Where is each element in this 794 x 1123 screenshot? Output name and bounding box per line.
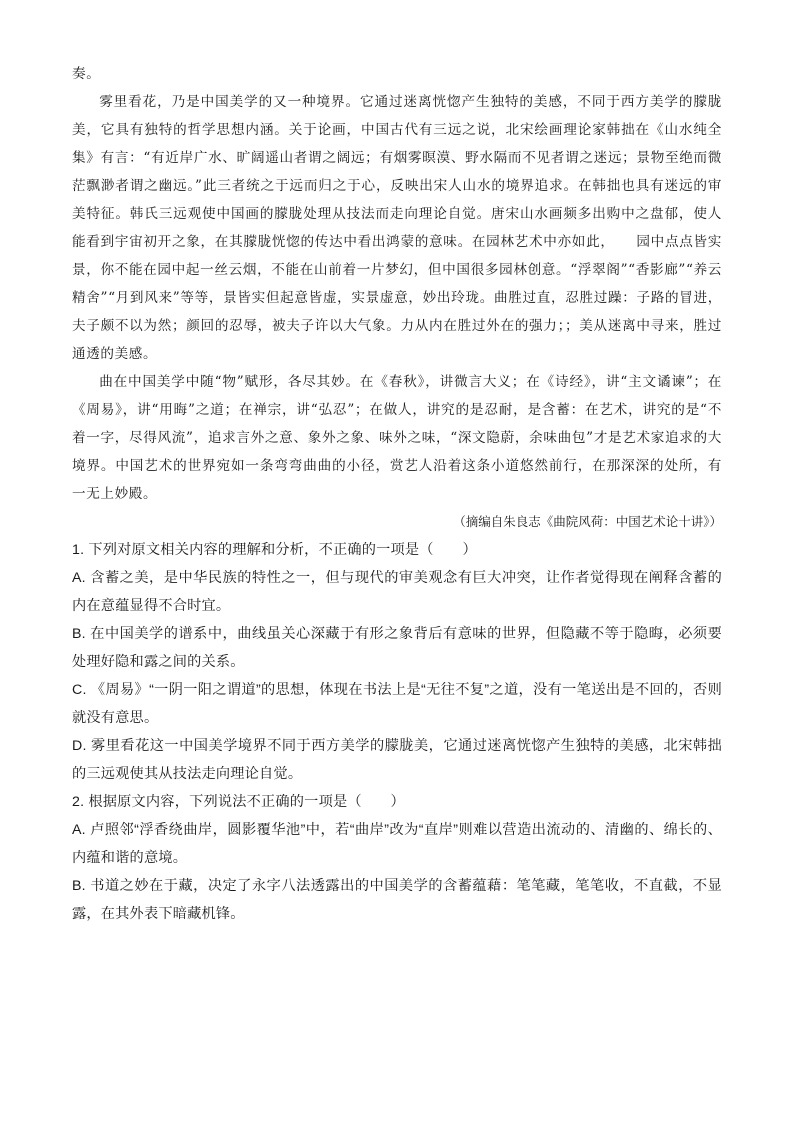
passage-paragraph-1: 雾里看花，乃是中国美学的又一种境界。它通过迷离恍惚产生独特的美感，不同于西方美学的朦胧美，它具有独特的哲学思想内涵。关于论画，中国古代有三远之说，北宋绘画理论家韩拙在《山水纯全集》有言：“有近岸广水、旷阔遥山者谓之阔远；有烟雾暝漠、野水隔而不见者谓之迷远；景物至绝而微茫飘渺者谓之幽远。”此三者统之于远而归之于心，反映出宋人山水的境界追求。在韩拙也具有迷远的审美特征。韩氏三远观使中国画的朦胧处理从技法而走向理论自觉。唐宋山水画频多出购中之盘郁，使人能看到宇宙初开之象，在其朦胧恍惚的传达中看出鸿蒙的意味。在园林艺术中亦如此， 园中点点皆实景，你不能在园中起一丝云烟，不能在山前着一片梦幻，但中国很多园林创意。“浮翠阁”“香影廊”“养云精舍”“月到风来”等等，景皆实但起意皆虚，实景虚意，妙出玲珑。曲胜过直，忍胜过躁：子路的冒进，夫子颇不以为然；颜回的忍辱，被夫子许以大气象。力从内在胜过外在的强力；；美从迷离中寻来，胜过通透的美感。 [72, 94, 722, 362]
option-a: A. 卢照邻“浮香绕曲岸，圆影覆华池”中，若“曲岸”改为“直岸”则难以营造出流动的、清幽的、绵长的、内蕴和谐的意境。 [72, 822, 722, 866]
question-stem: 1. 下列对原文相关内容的理解和分析，不正确的一项是（ ） [72, 542, 477, 558]
option-a: A. 含蓄之美，是中华民族的特性之一，但与现代的审美观念有巨大冲突，让作者觉得现在阐释含蓄的内在意蕴显得不合时宜。 [72, 570, 722, 614]
question-2 [72, 788, 722, 928]
document-page [72, 60, 722, 928]
option-c: C. 《周易》“一阴一阳之谓道”的思想，体现在书法上是“无往不复”之道，没有一笔送出是不回的，否则就没有意思。 [72, 682, 722, 726]
option-d: D. 雾里看花这一中国美学境界不同于西方美学的朦胧美，它通过迷离恍惚产生独特的美感，北宋韩拙的三远观使其从技法走向理论自觉。 [72, 738, 722, 782]
passage-source: （摘编自朱良志《曲院风荷：中国艺术论十讲》） [453, 514, 722, 529]
option-b: B. 在中国美学的谱系中，曲线虽关心深藏于有形之象背后有意味的世界，但隐藏不等于隐晦，必须要处理好隐和露之间的关系。 [72, 626, 722, 670]
question-stem: 2. 根据原文内容，下列说法不正确的一项是（ ） [72, 794, 405, 810]
option-b: B. 书道之妙在于藏，决定了永字八法透露出的中国美学的含蓄蕴藉：笔笔藏，笔笔收，不直截，不显露，在其外表下暗藏机锋。 [72, 878, 722, 922]
passage-fragment: 奏。 [72, 66, 101, 82]
passage-paragraph-2: 曲在中国美学中随“物”赋形，各尽其妙。在《春秋》，讲微言大义；在《诗经》，讲“主文谲谏”；在《周易》，讲“用晦”之道；在禅宗，讲“弘忍”；在做人，讲究的是忍耐，是含蓄：在艺术，讲究的是“不着一字，尽得风流”，追求言外之意、象外之象、味外之味，“深文隐蔚，余味曲包”才是艺术家追求的大境界。中国艺术的世界宛如一条弯弯曲曲的小径，赏艺人沿着这条小道悠然前行，在那深深的处所，有一无上妙殿。 [72, 374, 722, 502]
question-1 [72, 536, 722, 788]
